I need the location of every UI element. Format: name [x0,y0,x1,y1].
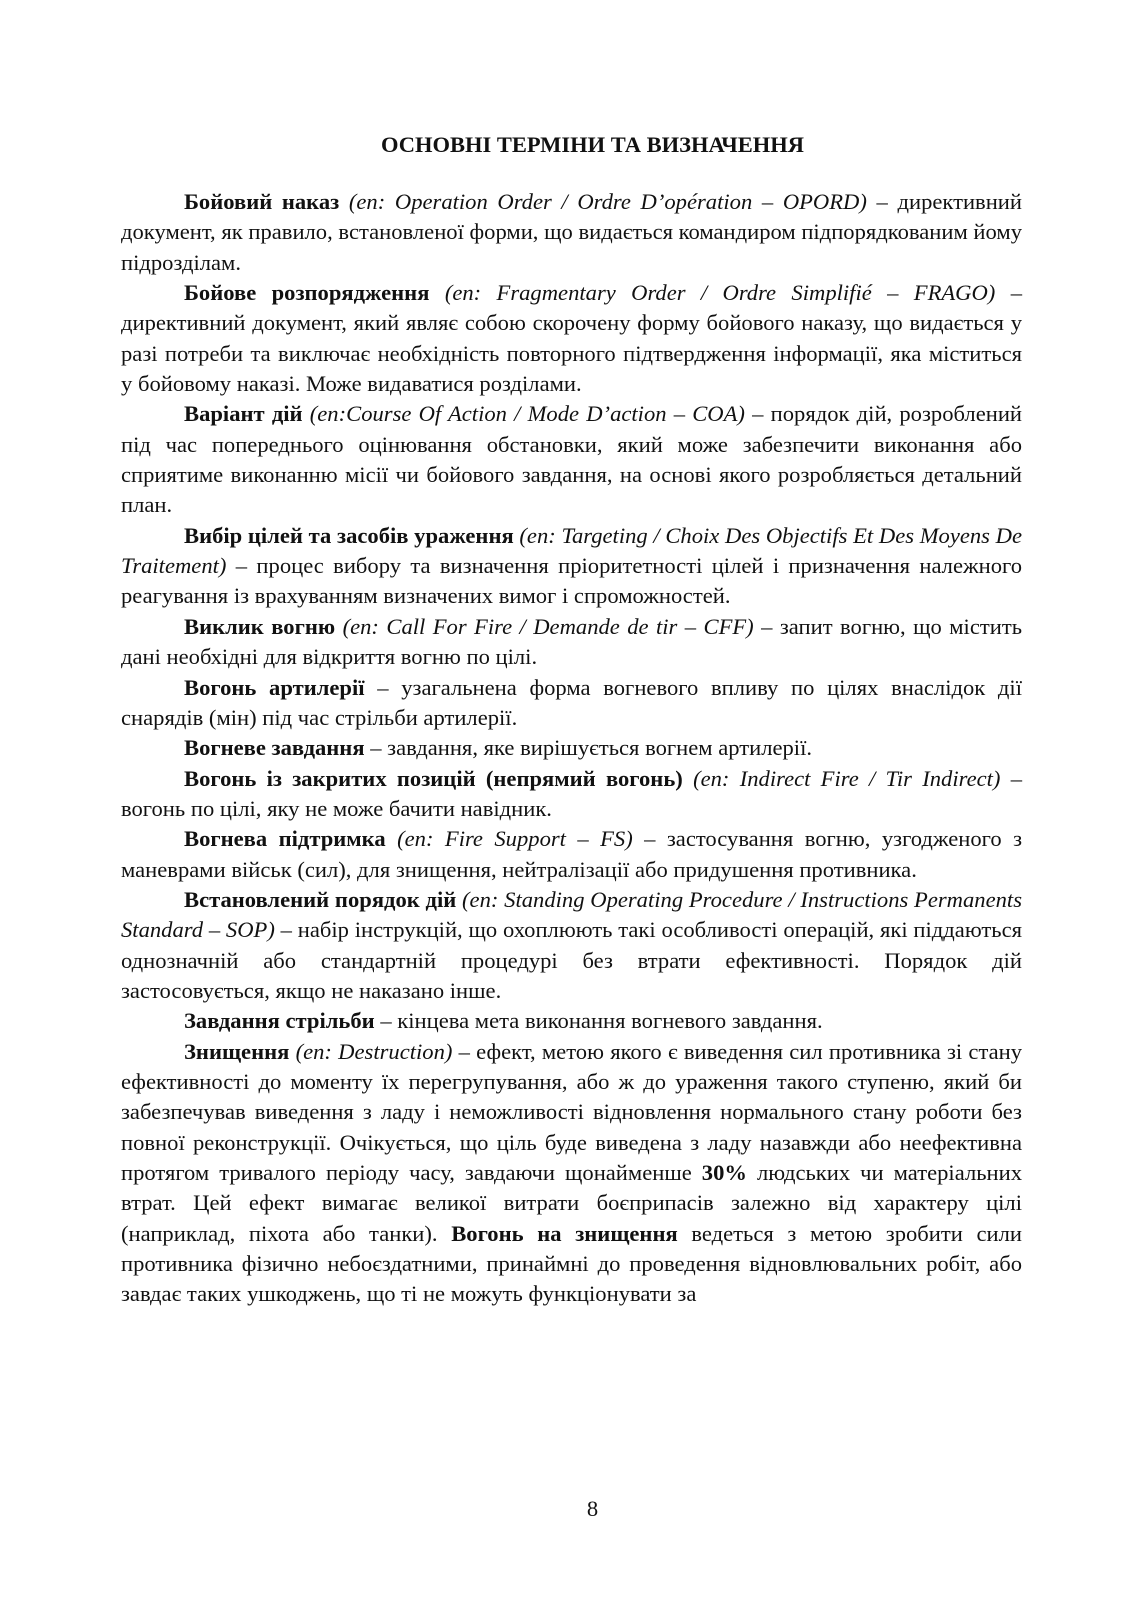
term-translation: (en:Course Of Action / Mode D’action – COA) [309,401,745,427]
term-name: Встановлений порядок дій [184,886,457,912]
term-definition: – узагальнена форма вогневого впливу по цілях внаслідок дії снарядів (мін) під час стрільби артилерії. [121,674,1022,730]
term-translation: (en: Fire Support – FS) [397,826,633,852]
page-number: 8 [586,1496,599,1521]
term-translation: (en: Call For Fire / Demande de tir – CFF) [342,613,754,639]
term-name: Вогонь із закритих позицій (непрямий вогонь) [184,765,683,791]
term-name: Вогнева підтримка [184,826,386,852]
term-entry-3 [121,521,1022,612]
term-definition: – процес вибору та визначення пріоритетності цілей і призначення належного реагування із врахуванням визначених вимог і спроможностей. [121,553,1022,609]
term-name: Варіант дій [184,401,303,427]
term-definition: – ефект, метою якого є виведення сил противника зі стану ефективності до моменту їх перегрупування, або ж до ураження такого ступеню, який би забезпечував виведення з ладу і неможливості відновлення нормального стану роботи без повної реконструкції. Очікується, що ціль буде виведена з ладу назавжди або неефективна протягом тривалого періоду часу, завдаючи щонайменше [121,1038,1023,1185]
term-definition-cont-2: ведеться з метою зробити сили противника фізично небоєздатними, принаймні до проведення відновлювальних робіт, або завдає таких ушкоджень, що ті не можуть функціонувати за [121,1220,1022,1307]
emphasis-percentage: 30% [701,1160,747,1185]
term-entry-6 [121,733,1022,763]
term-name: Вогневе завдання [184,735,365,761]
emphasis-term: Вогонь на знищення [451,1220,678,1246]
term-entry-7 [121,764,1022,825]
term-entry-0 [121,187,1022,278]
term-translation: (en: Targeting / Choix Des Objectifs Et Des Moyens De Traitement) [121,522,1023,579]
term-entry-4 [121,612,1022,673]
term-definition: – вогонь по цілі, яку не може бачити навідник. [121,765,1023,821]
term-translation: (en: Standing Operating Procedure / Instructions Permanents Standard – SOP) [121,886,1022,943]
term-definition: – застосування вогню, узгодженого з маневрами військ (сил), для знищення, нейтралізації або придушення противника. [121,826,1022,882]
term-definition: – директивний документ, який являє собою скорочену форму бойового наказу, що видається у разі потреби та виключає необхідність повторного підтвердження інформації, яка міститься у бойовому наказі. Може видаватися розділами. [121,280,1023,397]
terms-list [121,187,1022,1310]
page-heading: ОСНОВНІ ТЕРМІНИ ТА ВИЗНАЧЕННЯ [380,132,805,157]
term-entry-destruction [121,1037,1022,1310]
term-definition: – кінцева мета виконання вогневого завдання. [374,1008,823,1034]
term-translation: (en: Operation Order / Ordre D’opération – OPORD) [348,189,867,214]
document-page [121,0,1022,1615]
term-entry-1 [121,278,1022,399]
term-name: Бойове розпорядження [184,280,430,306]
term-definition-cont: людських чи матеріальних втрат. Цей ефект вимагає великої витрати боєприпасів залежно від характеру цілі (наприклад, піхота або танки). [121,1160,1022,1246]
term-entry-10 [121,1006,1022,1036]
term-name: Вогонь артилерії [184,674,365,700]
term-translation: (en: Indirect Fire / Tir Indirect) [693,765,1001,791]
term-definition: – завдання, яке вирішується вогнем артилерії. [364,735,813,761]
term-entry-2 [121,399,1022,520]
term-name: Знищення [184,1038,290,1064]
term-name: Вибір цілей та засобів ураження [184,522,514,548]
term-entry-5 [121,673,1022,734]
term-definition: – порядок дій, розроблений під час попереднього оцінювання обстановки, який може забезпечити виконання або сприятиме виконанню місії чи бойового завдання, на основі якого розробляється детальний план. [121,401,1022,518]
term-entry-9 [121,885,1022,1006]
term-name: Виклик вогню [184,613,336,639]
term-name: Бойовий наказ [184,189,340,214]
term-definition: – запит вогню, що містить дані необхідні для відкриття вогню по цілі. [121,613,1023,670]
term-name: Завдання стрільби [184,1008,375,1034]
term-definition: – набір інструкцій, що охоплюють такі особливості операцій, які піддаються однозначній або стандартній процедурі без втрати ефективності. Порядок дій застосовується, якщо не наказано інше. [121,917,1023,1003]
term-translation: (en: Destruction) [295,1038,453,1064]
term-translation: (en: Fragmentary Order / Ordre Simplifié – FRAGO) [444,280,996,306]
term-entry-8 [121,824,1022,885]
term-definition: – директивний документ, як правило, встановленої форми, що видається командиром підпорядкованим йому підрозділам. [121,189,1022,275]
